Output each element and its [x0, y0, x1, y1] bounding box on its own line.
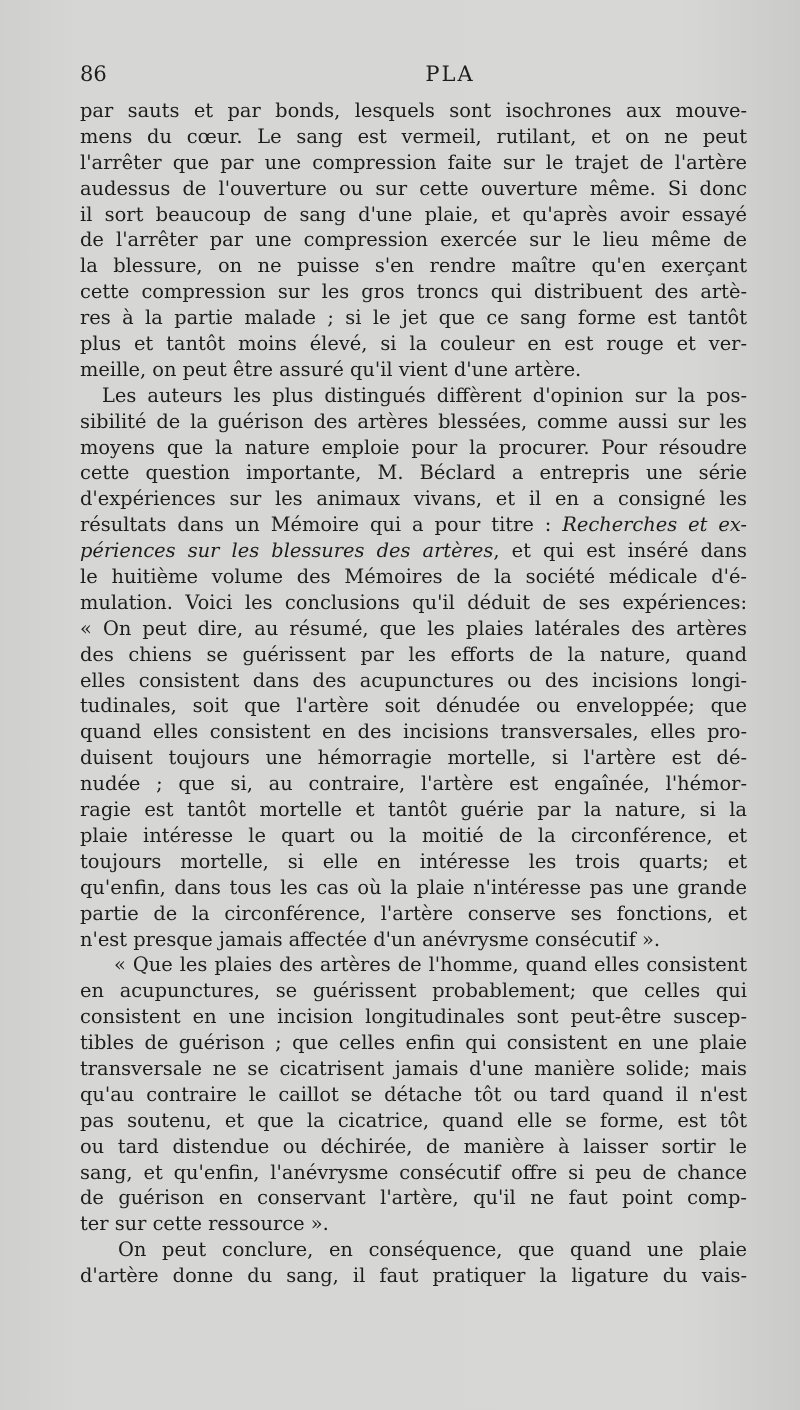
text-line [80, 590, 747, 616]
line-text: résultats dans un Mémoire qui a pour titre : [80, 513, 563, 537]
text-line [80, 668, 747, 694]
line-text: « On peut dire, au résumé, que les plaies latérales des artères [80, 616, 747, 640]
line-text: pas soutenu, et que la cicatrice, quand elle se forme, est tôt [80, 1108, 747, 1132]
text-line [80, 538, 747, 564]
text-line [80, 253, 747, 279]
text-line [80, 952, 747, 978]
line-text: sang, et qu'enfin, l'anévrysme consécutif offre si peu de chance [80, 1160, 747, 1184]
text-line [80, 978, 747, 1004]
text-line [80, 1108, 747, 1134]
text-line [80, 849, 747, 875]
text-line [80, 305, 747, 331]
italic-title-text: Recherches et ex- [562, 513, 747, 537]
text-line [80, 486, 747, 512]
text-line [80, 1237, 747, 1263]
text-line [80, 176, 747, 202]
text-line [80, 1160, 747, 1186]
text-line [80, 642, 747, 668]
line-text: mulation. Voici les conclusions qu'il déduit de ses expériences: [80, 590, 747, 614]
text-line [80, 1082, 747, 1108]
line-text: le huitième volume des Mémoires de la société médicale d'é- [80, 565, 747, 589]
page-header [80, 62, 740, 94]
text-line [80, 227, 747, 253]
text-line [80, 771, 747, 797]
text-line [80, 823, 747, 849]
text-line [80, 875, 747, 901]
line-text: Les auteurs les plus distingués diffèrent d'opinion sur la pos- [102, 383, 747, 407]
line-text: par sauts et par bonds, lesquels sont isochrones aux mouve- [80, 99, 747, 122]
text-line [80, 460, 747, 486]
line-text: en acupunctures, se guérissent probablement; que celles qui [80, 979, 747, 1003]
text-line [80, 745, 747, 771]
line-text: « Que les plaies des artères de l'homme, quand elles consistent [114, 953, 747, 977]
line-text: cette compression sur les gros troncs qui distribuent des artè- [80, 280, 747, 304]
line-text: de l'arrêter par une compression exercée sur le lieu même de [80, 228, 747, 252]
line-text: ou tard distendue ou déchirée, de manière à laisser sortir le [80, 1134, 747, 1158]
text-line [80, 150, 747, 176]
text-line [80, 512, 747, 538]
line-text: transversale ne se cicatrisent jamais d'une manière solide; mais [80, 1056, 747, 1080]
text-line [80, 98, 747, 124]
text-line [80, 693, 747, 719]
text-line [80, 564, 747, 590]
text-line [80, 719, 747, 745]
line-text: d'artère donne du sang, il faut pratiquer la ligature du vais- [80, 1264, 747, 1288]
text-line [80, 797, 747, 823]
text-line [80, 1004, 747, 1030]
line-text: moyens que la nature emploie pour la procurer. Pour résoudre [80, 435, 747, 459]
line-text: qu'au contraire le caillot se détache tôt ou tard quand il n'est [80, 1082, 747, 1106]
text-line [80, 1030, 747, 1056]
line-text: ragie est tantôt mortelle et tantôt guérie par la nature, si la [80, 798, 747, 822]
line-text: tudinales, soit que l'artère soit dénudée ou enveloppée; que [80, 694, 747, 718]
line-text: plus et tantôt moins élevé, si la couleur en est rouge et ver- [80, 332, 747, 356]
line-text: quand elles consistent en des incisions transversales, elles pro- [80, 720, 747, 744]
text-line [80, 357, 747, 383]
running-head: PLA [425, 62, 475, 86]
text-line [80, 616, 747, 642]
line-text: l'arrêter que par une compression faite sur le trajet de l'artère [80, 150, 747, 174]
text-line [80, 927, 747, 953]
text-line [80, 1263, 747, 1289]
line-text: meille, on peut être assuré qu'il vient d'une artère. [80, 357, 582, 381]
body-text [80, 98, 747, 1289]
text-line [80, 409, 747, 435]
text-line [80, 202, 747, 228]
line-text: mens du cœur. Le sang est vermeil, rutilant, et on ne peut [80, 124, 747, 148]
line-text: d'expériences sur les animaux vivans, et il en a consigné les [80, 487, 747, 511]
italic-title-text: périences sur les blessures des artères [80, 539, 494, 563]
text-line [80, 1134, 747, 1160]
line-text: audessus de l'ouverture ou sur cette ouverture même. Si donc [80, 176, 747, 200]
line-text: nudée ; que si, au contraire, l'artère est engaînée, l'hémor- [80, 772, 747, 796]
line-text: la blessure, on ne puisse s'en rendre maître qu'en exerçant [80, 254, 747, 278]
text-line [80, 901, 747, 927]
line-text: sibilité de la guérison des artères blessées, comme aussi sur les [80, 409, 747, 433]
page-number: 86 [80, 62, 107, 86]
text-line [80, 435, 747, 461]
line-text: cette question importante, M. Béclard a entrepris une série [80, 461, 747, 485]
text-line [80, 331, 747, 357]
text-line [80, 124, 747, 150]
line-text: tibles de guérison ; que celles enfin qui consistent en une plaie [80, 1031, 747, 1055]
line-text: duisent toujours une hémorragie mortelle, si l'artère est dé- [80, 746, 747, 770]
line-text: toujours mortelle, si elle en intéresse les trois quarts; et [80, 849, 747, 873]
line-text: , et qui est inséré dans [493, 539, 747, 563]
line-text: ter sur cette ressource ». [80, 1212, 329, 1236]
line-text: des chiens se guérissent par les efforts de la nature, quand [80, 642, 747, 666]
line-text: qu'enfin, dans tous les cas où la plaie n'intéresse pas une grande [80, 875, 747, 899]
line-text: On peut conclure, en conséquence, que quand une plaie [118, 1238, 747, 1262]
line-text: partie de la circonférence, l'artère conserve ses fonctions, et [80, 901, 747, 925]
text-line [80, 1211, 747, 1237]
text-line [80, 279, 747, 305]
text-line [80, 1056, 747, 1082]
line-text: n'est presque jamais affectée d'un anévrysme consécutif ». [80, 927, 660, 951]
line-text: elles consistent dans des acupunctures ou des incisions longi- [80, 668, 747, 692]
text-line [80, 1185, 747, 1211]
line-text: il sort beaucoup de sang d'une plaie, et qu'après avoir essayé [80, 202, 747, 226]
line-text: plaie intéresse le quart ou la moitié de la circonférence, et [80, 823, 747, 847]
line-text: de guérison en conservant l'artère, qu'il ne faut point comp- [80, 1186, 747, 1210]
line-text: res à la partie malade ; si le jet que ce sang forme est tantôt [80, 306, 747, 330]
text-line [80, 383, 747, 409]
line-text: consistent en une incision longitudinales sont peut-être suscep- [80, 1005, 747, 1029]
